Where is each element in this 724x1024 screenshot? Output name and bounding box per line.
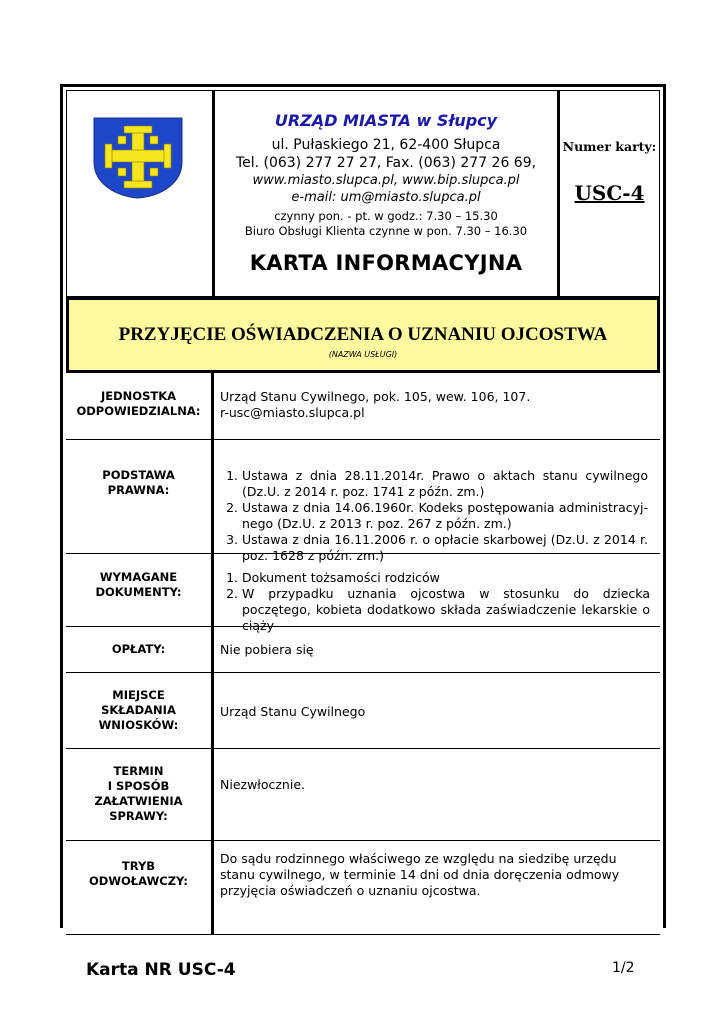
service-bar [66,297,660,373]
org-address: ul. Pułaskiego 21, 62-400 Słupca [271,137,501,153]
label-line: TERMIN [113,764,164,778]
label-line: SKŁADANIA [101,703,176,717]
row-unit [66,373,660,440]
label-line: PRAWNA: [107,483,170,497]
label-line: PODSTAWA [102,468,175,482]
card-number-value: USC-4 [574,181,645,205]
org-phone: Tel. (063) 277 27 27, Fax. (063) 277 26 69, [235,155,537,171]
label-line: SPRAWY: [109,809,168,823]
row-value [214,749,660,840]
row-value [214,373,660,439]
row-label [66,627,214,672]
card-frame [60,84,666,928]
org-web[interactable]: www.miasto.slupca.pl, www.bip.slupca.pl [252,173,520,188]
row-value [214,554,660,633]
header [66,90,660,297]
page-number: 1/2 [612,960,635,976]
label-line: OPŁATY: [111,642,166,656]
fees-value: Nie pobiera się [220,642,314,657]
coat-of-arms [67,91,215,296]
row-value [214,673,660,748]
label-line: ODPOWIEDZIALNA: [76,404,201,418]
list-item: 3. Ustawa z dnia 16.11.2006 r. o opłacie skarbowej (Dz.U. z 2014 r. poz. 1628 z późn. zm.) [242,532,648,564]
row-label [66,673,214,748]
label-line: TRYB [121,859,156,873]
label-line: WNIOSKÓW: [98,718,179,732]
label-line: ZAŁATWIENIA [94,794,183,808]
card-title: KARTA INFORMACYJNA [249,251,523,275]
list-item: 1. Ustawa z dnia 28.11.2014r. Prawo o aktach stanu cywilnego (Dz.U. z 2014 r. poz. 1741 z późn. zm.) [242,468,648,500]
row-appeal [66,841,660,935]
row-legal [66,440,660,563]
unit-email[interactable]: r-usc@miasto.slupca.pl [220,405,365,420]
footer-card-number: Karta NR USC-4 [86,960,236,980]
docs-list [220,570,650,634]
card-number-label: Numer karty: [562,139,657,154]
row-value [214,627,660,672]
legal-list [220,468,648,564]
row-label [66,749,214,840]
label-line: ODWOŁAWCZY: [89,874,188,888]
list-item: 2. W przypadku uznania ojcostwa w stosunku do dziecka poczętego, kobieta dodatkowo składa zaświadczenie lekarskie o ciąży [242,586,650,634]
org-email[interactable]: e-mail: um@miasto.slupca.pl [291,190,481,205]
label-line: MIEJSCE [112,688,165,702]
info-rows [66,373,660,935]
row-place [66,673,660,749]
card-number-box [560,91,659,296]
office-info [215,91,560,296]
row-value [214,841,660,934]
row-label [66,440,214,553]
service-name: PRZYJĘCIE OŚWIADCZENIA O UZNANIU OJCOSTWA [118,324,608,345]
row-value [214,440,660,563]
org-name: URZĄD MIASTA w Słupcy [274,111,498,130]
org-bok-hours: Biuro Obsługi Klienta czynne w pon. 7.30 – 16.30 [244,224,528,238]
term-value: Niezwłocznie. [220,777,305,792]
label-line: DOKUMENTY: [95,585,182,599]
row-label [66,841,214,934]
label-line: I SPOSÓB [107,779,170,793]
row-label [66,373,214,439]
list-item: 1. Dokument tożsamości rodziców [242,570,650,586]
label-line: JEDNOSTKA [100,389,177,403]
list-item: 2. Ustawa z dnia 14.06.1960r. Kodeks postępowania administracyj-nego (Dz.U. z 2013 r. poz. 267 z późn. zm.) [242,500,648,532]
label-line: WYMAGANE [99,570,178,584]
row-docs [66,554,660,633]
unit-address: Urząd Stanu Cywilnego, pok. 105, wew. 106, 107. [220,389,531,404]
place-value: Urząd Stanu Cywilnego [220,704,366,719]
org-hours: czynny pon. - pt. w godz.: 7.30 – 15.30 [274,209,498,223]
row-term [66,749,660,841]
coat-of-arms-icon [91,116,185,200]
row-fees [66,627,660,673]
row-label [66,554,214,626]
appeal-value: Do sądu rodzinnego właściwego ze względu na siedzibę urzędu stanu cywilnego, w terminie 14 dni od dnia doręczenia odmowy przyjęcia oświadczeń o uznaniu ojcostwa. [220,851,620,898]
service-subtitle: (NAZWA USŁUGI) [328,350,398,359]
